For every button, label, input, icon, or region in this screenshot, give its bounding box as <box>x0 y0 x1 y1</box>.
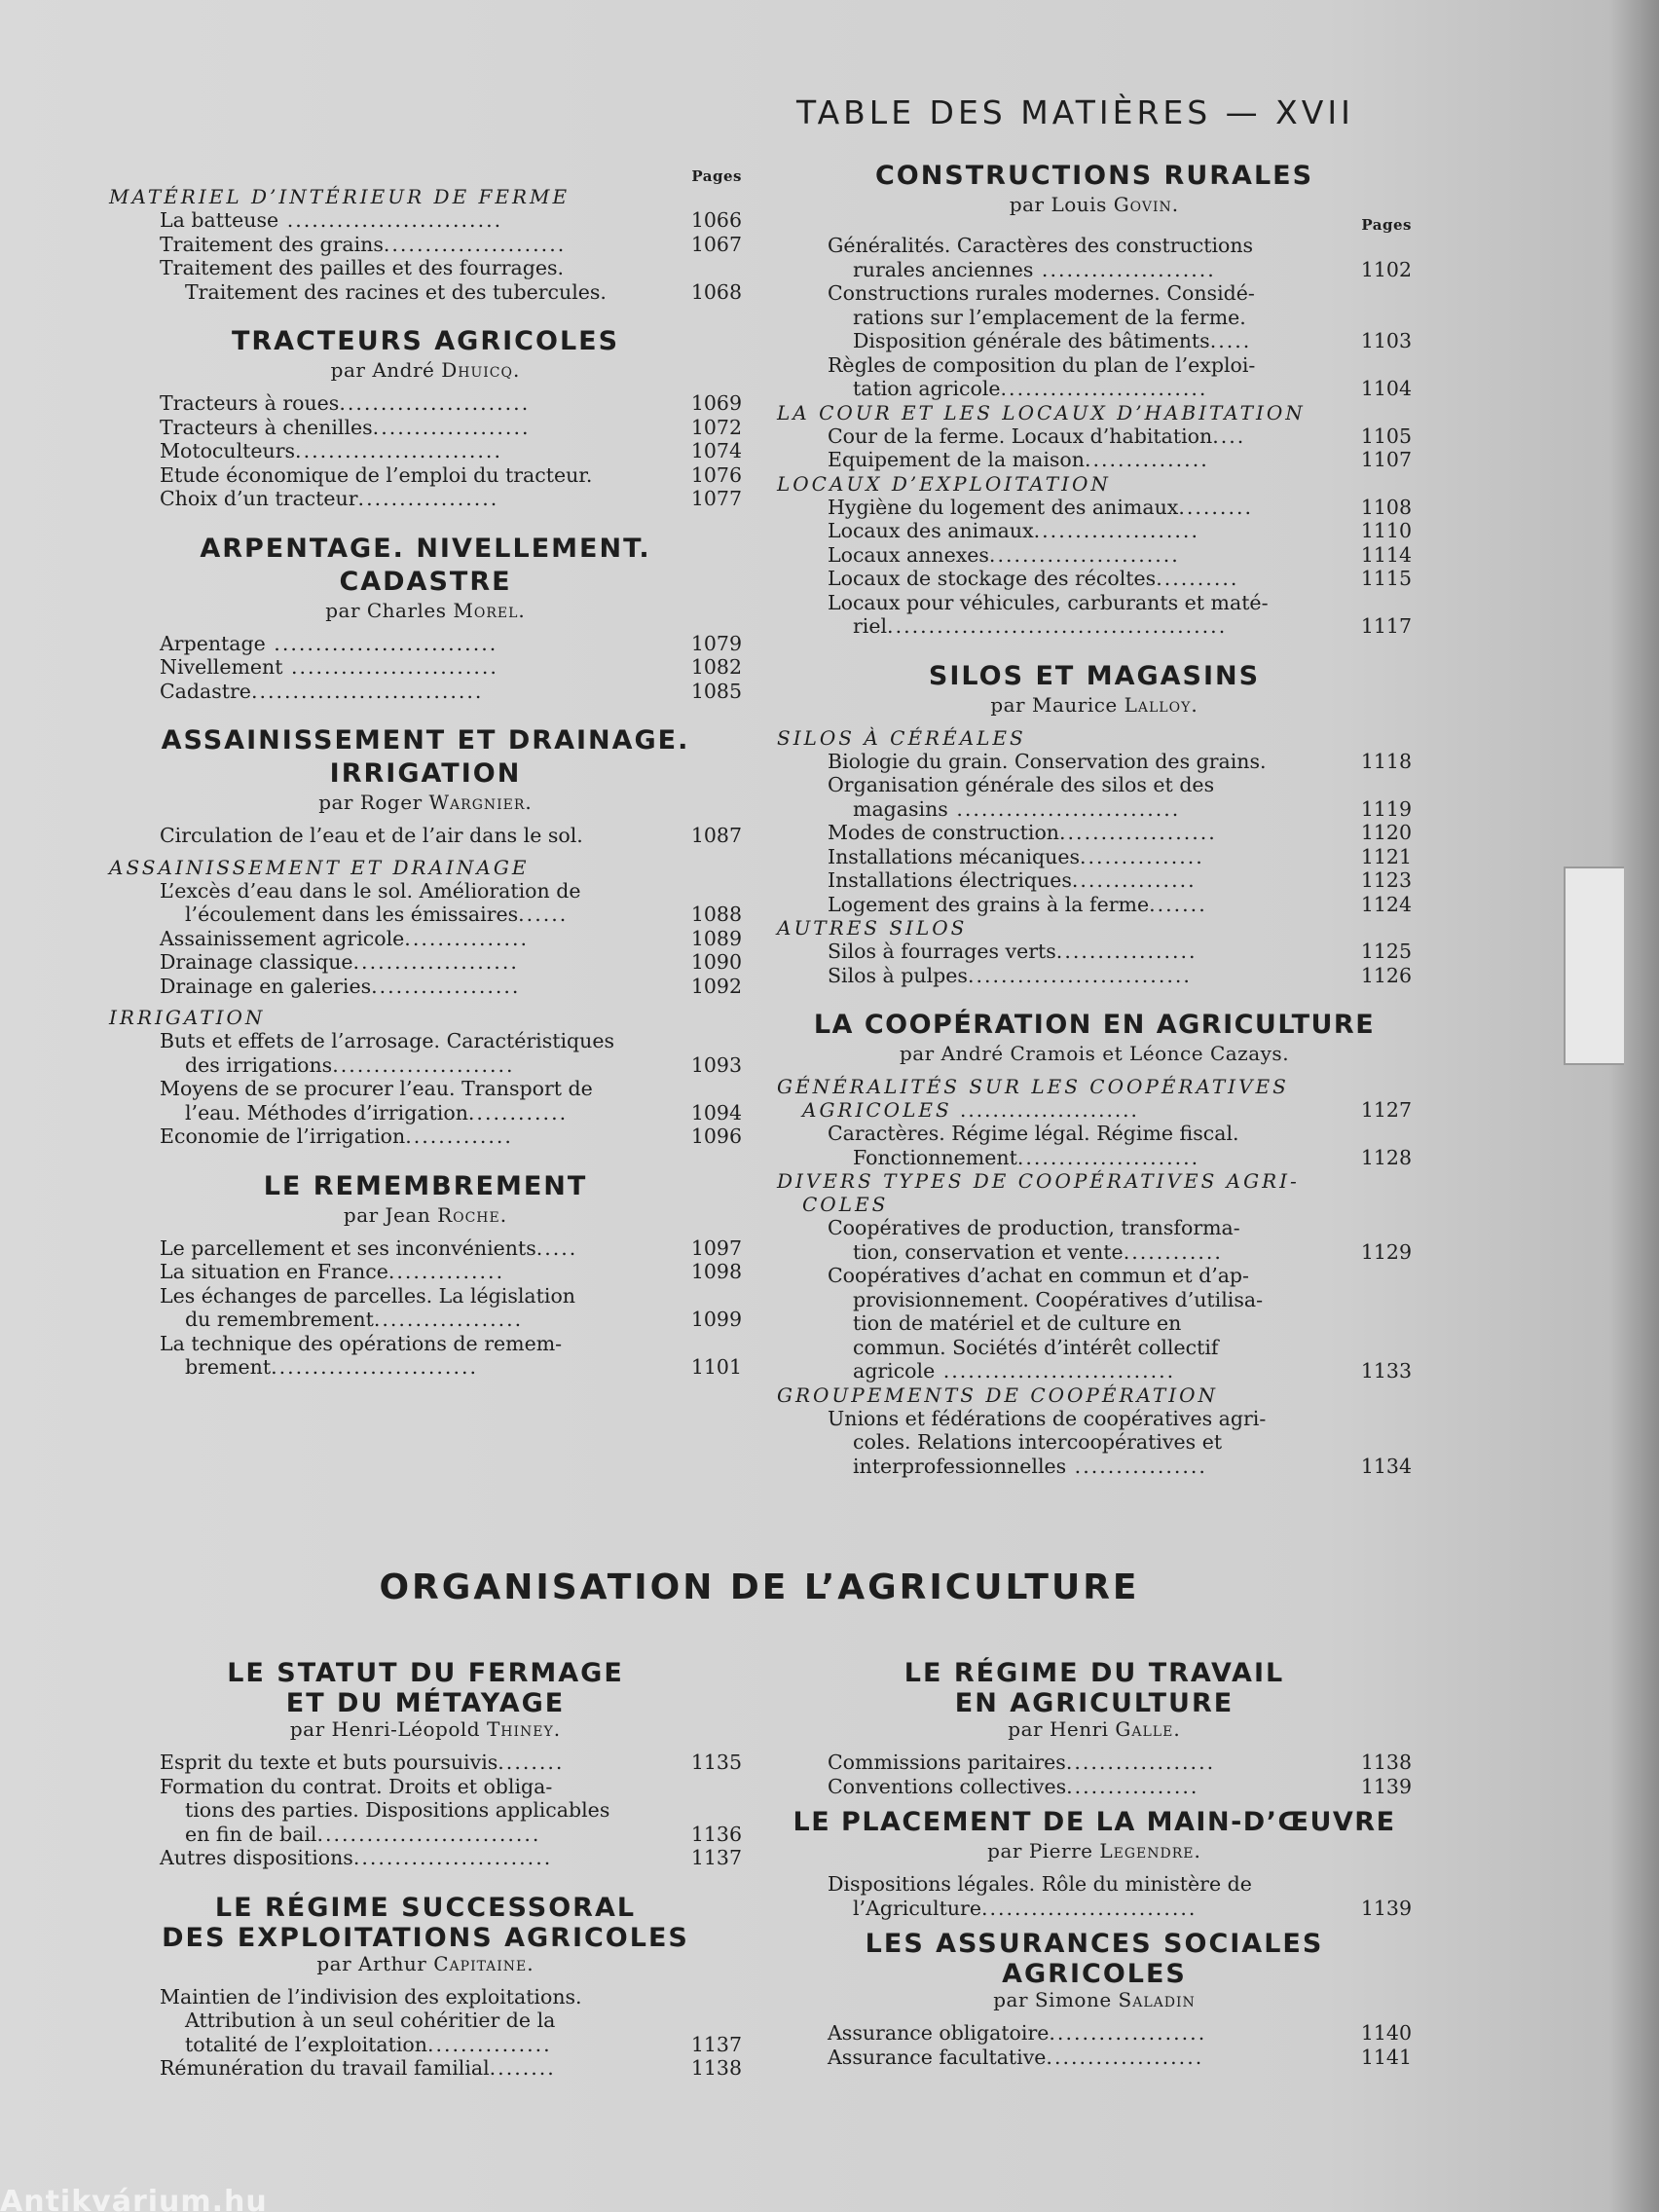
page-number: 1134 <box>1360 1454 1412 1478</box>
author-line: par Louis Govin. <box>1009 193 1180 216</box>
page-number: 1082 <box>690 655 742 679</box>
toc-entry[interactable]: La technique des opérations de remem- brement......................... 1101 <box>160 1331 742 1379</box>
section-title: LE PLACEMENT DE LA MAIN-D’ŒUVRE <box>793 1807 1396 1837</box>
author-line: par Henri Galle. <box>1008 1717 1181 1741</box>
toc-entry[interactable]: Assurance facultative................... 1141 <box>828 2045 1412 2069</box>
section-title-line2: ET DU MÉTAYAGE <box>285 1688 566 1718</box>
toc-entry[interactable]: Cadastre............................ 1085 <box>160 679 742 703</box>
toc-entry[interactable]: Traitement des pailles et des fourrages. <box>160 256 565 279</box>
toc-entry[interactable]: Les échanges de parcelles. La législation du remembrement.................. 1099 <box>160 1283 742 1331</box>
page-number: 1099 <box>690 1308 742 1331</box>
author-line: par Arthur Capitaine. <box>316 1951 535 1975</box>
section-subheading: IRRIGATION <box>109 1006 266 1029</box>
toc-entry[interactable]: Traitement des grains...................... 1067 <box>160 232 742 256</box>
page-number: 1123 <box>1360 868 1412 892</box>
toc-entry[interactable]: Règles de composition du plan de l’exploi- tation agricole......................... 1104 <box>828 352 1412 400</box>
page-number: 1107 <box>1360 448 1412 471</box>
toc-entry[interactable]: Equipement de la maison............... 1107 <box>828 448 1412 471</box>
page-number: 1133 <box>1360 1359 1412 1382</box>
author-line: par André Cramois et Léonce Cazays. <box>899 1042 1290 1065</box>
page-number: 1114 <box>1360 542 1412 567</box>
toc-entry[interactable]: Buts et effets de l’arrosage. Caractéristiques des irrigations...................... 1093 <box>160 1029 742 1077</box>
page-number: 1137 <box>690 1846 742 1869</box>
page-number: 1115 <box>1360 567 1412 590</box>
section-title: LE STATUT DU FERMAGE <box>227 1658 624 1688</box>
page-number: 1066 <box>690 208 742 232</box>
toc-entry[interactable]: Locaux de stockage des récoltes.......... 1115 <box>828 567 1412 590</box>
page-number: 1104 <box>1360 377 1412 400</box>
page-number: 1120 <box>1360 821 1412 844</box>
toc-entry[interactable]: Locaux annexes....................... 1114 <box>828 542 1412 567</box>
toc-entry[interactable]: Modes de construction................... 1120 <box>828 821 1412 844</box>
page-number: 1136 <box>690 1822 742 1846</box>
page-number: 1119 <box>1360 796 1412 821</box>
toc-entry[interactable]: La batteuse .......................... 1066 <box>160 208 742 232</box>
page-number: 1088 <box>690 903 742 926</box>
page-number: 1121 <box>1360 844 1412 868</box>
page-number: 1129 <box>1360 1239 1412 1264</box>
page-number: 1124 <box>1360 892 1412 916</box>
page-number: 1096 <box>690 1124 742 1148</box>
page-number: 1127 <box>1360 1097 1412 1122</box>
section-subheading: MATÉRIEL D’INTÉRIEUR DE FERME <box>109 185 571 208</box>
page-number: 1079 <box>690 631 742 655</box>
author-line: par Jean Roche. <box>343 1202 508 1227</box>
page-number: 1138 <box>1360 1751 1412 1774</box>
toc-entry[interactable]: Nivellement ......................... 1082 <box>160 655 742 679</box>
page-tab <box>1564 866 1624 1065</box>
toc-entry[interactable]: Autres dispositions........................ 1137 <box>160 1846 742 1869</box>
watermark: Antikvárium.hu <box>0 2185 268 2212</box>
toc-entry[interactable]: La situation en France.............. 1098 <box>160 1260 742 1283</box>
toc-entry[interactable]: Economie de l’irrigation............. 1096 <box>160 1124 742 1148</box>
toc-entry[interactable]: Assainissement agricole............... 1089 <box>160 926 742 950</box>
toc-entry[interactable]: Conventions collectives................ 1139 <box>828 1774 1412 1798</box>
section-title: SILOS ET MAGASINS <box>928 660 1261 691</box>
toc-entry[interactable]: Traitement des racines et des tubercules. 1068 <box>185 279 742 304</box>
page-number: 1102 <box>1360 257 1412 281</box>
page-number: 1092 <box>690 974 742 998</box>
toc-entry[interactable]: Esprit du texte et buts poursuivis........ 1135 <box>160 1751 742 1774</box>
page-number: 1094 <box>690 1100 742 1124</box>
page-number: 1072 <box>690 415 742 439</box>
page-number: 1067 <box>690 232 742 256</box>
toc-entry[interactable]: Moyens de se procurer l’eau. Transport de l’eau. Méthodes d’irrigation............ 1094 <box>160 1077 742 1124</box>
page-number: 1110 <box>1360 519 1412 542</box>
author-line: par Simone Saladin <box>993 1988 1196 2011</box>
page-number: 1097 <box>690 1235 742 1260</box>
toc-entry[interactable]: Silos à fourrages verts................. 1125 <box>828 940 1412 963</box>
page-number: 1118 <box>1360 749 1412 773</box>
page-number: 1117 <box>1360 614 1412 638</box>
toc-entry[interactable]: Tracteurs à chenilles................... 1072 <box>160 415 742 439</box>
section-subheading: DIVERS TYPES DE COOPÉRATIVES AGRI- <box>777 1169 1300 1193</box>
running-head: TABLE DES MATIÈRES — XVII <box>796 93 1354 131</box>
page-number: 1108 <box>1360 495 1412 519</box>
toc-entry[interactable]: Etude économique de l’emploi du tracteur. 1076 <box>160 462 742 487</box>
toc-entry[interactable]: Logement des grains à la ferme....... 1124 <box>828 892 1412 916</box>
toc-entry[interactable]: Biologie du grain. Conservation des grains. 1118 <box>828 749 1412 773</box>
toc-entry[interactable]: Circulation de l’eau et de l’air dans le sol. 1087 <box>160 824 742 847</box>
section-title: ARPENTAGE. NIVELLEMENT. <box>200 533 651 564</box>
section-title-line2: AGRICOLES <box>1002 1959 1187 1989</box>
toc-entry[interactable]: Arpentage ........................... 1079 <box>160 631 742 655</box>
section-title: ASSAINISSEMENT ET DRAINAGE. <box>161 725 690 756</box>
page-number: 1128 <box>1360 1145 1412 1169</box>
toc-entry[interactable]: Le parcellement et ses inconvénients..... 1097 <box>160 1235 742 1260</box>
toc-entry[interactable]: Unions et fédérations de coopératives agri- coles. Relations intercoopératives et interprofessionnelles ................ 1134 <box>828 1406 1412 1478</box>
toc-entry[interactable]: Constructions rurales modernes. Considé- rations sur l’emplacement de la ferme. Disposition générale des bâtiments..... 1103 <box>828 281 1412 352</box>
page-number: 1085 <box>690 679 742 703</box>
left-column <box>109 167 742 1380</box>
section-title: TRACTEURS AGRICOLES <box>231 326 620 356</box>
page-number: 1089 <box>690 926 742 950</box>
org-left-column <box>109 1657 742 2081</box>
author-line: par Pierre Legendre. <box>987 1839 1201 1862</box>
page-number: 1126 <box>1360 963 1412 987</box>
toc-entry[interactable]: Cour de la ferme. Locaux d’habitation.... 1105 <box>828 424 1412 448</box>
page-number: 1077 <box>690 487 742 510</box>
page-number: 1090 <box>690 950 742 974</box>
page-number: 1125 <box>1360 940 1412 963</box>
toc-entry[interactable]: Hygiène du logement des animaux......... 1108 <box>828 495 1412 519</box>
toc-entry[interactable]: Rémunération du travail familial........ 1138 <box>160 2056 742 2080</box>
pages-label: Pages <box>1361 216 1412 234</box>
page-number: 1139 <box>1360 1774 1412 1798</box>
page-number: 1135 <box>690 1751 742 1774</box>
section-subheading: ASSAINISSEMENT ET DRAINAGE <box>109 855 530 879</box>
org-right-column <box>777 1657 1412 2069</box>
toc-entry[interactable]: Dispositions légales. Rôle du ministère de l’Agriculture.......................... 1139 <box>828 1872 1412 1920</box>
section-title: CONSTRUCTIONS RURALES <box>874 161 1314 191</box>
page-number: 1101 <box>690 1355 742 1379</box>
section-title-line2: DES EXPLOITATIONS AGRICOLES <box>162 1922 689 1953</box>
page-number: 1098 <box>690 1260 742 1283</box>
toc-entry[interactable]: Commissions paritaires.................. 1138 <box>828 1751 1412 1774</box>
page-number: 1141 <box>1360 2045 1412 2069</box>
part-title: ORGANISATION DE L’AGRICULTURE <box>379 1567 1140 1607</box>
toc-entry[interactable]: Motoculteurs......................... 1074 <box>160 439 742 462</box>
section-subheading: GROUPEMENTS DE COOPÉRATION <box>777 1382 1219 1407</box>
toc-entry[interactable]: Organisation générale des silos et des magasins ........................... 1119 <box>828 773 1412 821</box>
section-title: LES ASSURANCES SOCIALES <box>865 1929 1324 1959</box>
toc-entry[interactable]: Coopératives d’achat en commun et d’ap- provisionnement. Coopératives d’utilisa- tion de matériel et de culture en commun. Sociétés d’intérêt collectif agricole ............................ 1133 <box>828 1264 1412 1382</box>
page-number: 1140 <box>1360 2021 1412 2045</box>
toc-entry[interactable]: Assurance obligatoire................... 1140 <box>828 2021 1412 2045</box>
page-number: 1076 <box>690 462 742 487</box>
toc-entry[interactable]: Locaux des animaux.................... 1110 <box>828 519 1412 542</box>
toc-entry[interactable]: Drainage classique.................... 1090 <box>160 950 742 974</box>
page-number: 1093 <box>690 1052 742 1077</box>
section-title-line2: IRRIGATION <box>329 758 522 789</box>
toc-entry[interactable]: Drainage en galeries.................. 1092 <box>160 974 742 998</box>
section-subheading: LA COUR ET LES LOCAUX D’HABITATION <box>777 400 1306 424</box>
author-line: par Maurice Lalloy. <box>990 692 1198 717</box>
page-number: 1103 <box>1360 329 1412 352</box>
author-line: par Roger Wargnier. <box>318 791 533 814</box>
section-subheading: SILOS À CÉRÉALES <box>777 725 1026 750</box>
author-line: par Henri-Léopold Thiney. <box>289 1717 562 1741</box>
section-title: LE RÉGIME SUCCESSORAL <box>214 1892 637 1923</box>
page-number: 1137 <box>690 2032 742 2056</box>
toc-entry[interactable]: Tracteurs à roues....................... 1069 <box>160 391 742 415</box>
toc-entry[interactable]: Caractères. Régime légal. Régime fiscal. Fonctionnement...................... 1128 <box>828 1122 1412 1169</box>
toc-entry[interactable]: Installations électriques............... 1123 <box>828 868 1412 892</box>
section-subheading: LOCAUX D’EXPLOITATION <box>777 471 1111 496</box>
page-number: 1087 <box>690 824 742 847</box>
toc-entry[interactable]: GÉNÉRALITÉS SUR LES COOPÉRATIVES AGRICOLES ...................... 1127 <box>777 1075 1412 1122</box>
page-number: 1069 <box>690 391 742 415</box>
section-title-line2: CADASTRE <box>339 566 512 597</box>
author-line: par André Dhuicq. <box>330 358 521 382</box>
section-title: LE REMEMBREMENT <box>263 1170 588 1201</box>
section-title: LA COOPÉRATION EN AGRICULTURE <box>813 1010 1376 1040</box>
toc-entry[interactable]: Choix d’un tracteur................. 1077 <box>160 487 742 510</box>
toc-entry[interactable]: Coopératives de production, transforma- tion, conservation et vente............ 1129 <box>828 1216 1412 1264</box>
page-number: 1074 <box>690 439 742 462</box>
toc-entry[interactable]: Locaux pour véhicules, carburants et maté- riel......................................... 1117 <box>828 590 1412 638</box>
section-subheading: AUTRES SILOS <box>777 916 968 940</box>
page-number: 1139 <box>1360 1896 1412 1920</box>
toc-entry[interactable]: Maintien de l’indivision des exploitations. Attribution à un seul cohéritier de la totalité de l’exploitation............... 1137 <box>160 1984 742 2056</box>
page-number: 1105 <box>1360 424 1412 448</box>
pages-label: Pages <box>691 167 742 185</box>
toc-entry[interactable]: L’excès d’eau dans le sol. Amélioration de l’écoulement dans les émissaires...... 1088 <box>160 878 742 926</box>
section-title: LE RÉGIME DU TRAVAIL <box>903 1658 1285 1688</box>
page-number: 1068 <box>690 279 742 304</box>
page-number: 1138 <box>690 2056 742 2080</box>
toc-entry[interactable]: Installations mécaniques............... 1121 <box>828 844 1412 868</box>
section-subheading-line2: COLES <box>802 1193 889 1216</box>
toc-entry[interactable]: Formation du contrat. Droits et obliga- tions des parties. Dispositions applicables en fin de bail........................... 1136 <box>160 1774 742 1846</box>
author-line: par Charles Morel. <box>325 598 526 622</box>
toc-entry[interactable]: Généralités. Caractères des constructions rurales anciennes ..................... 1102 <box>828 234 1412 281</box>
right-column <box>777 160 1412 1478</box>
section-title-line2: EN AGRICULTURE <box>954 1688 1235 1718</box>
toc-entry[interactable]: Silos à pulpes........................... 1126 <box>828 963 1412 987</box>
